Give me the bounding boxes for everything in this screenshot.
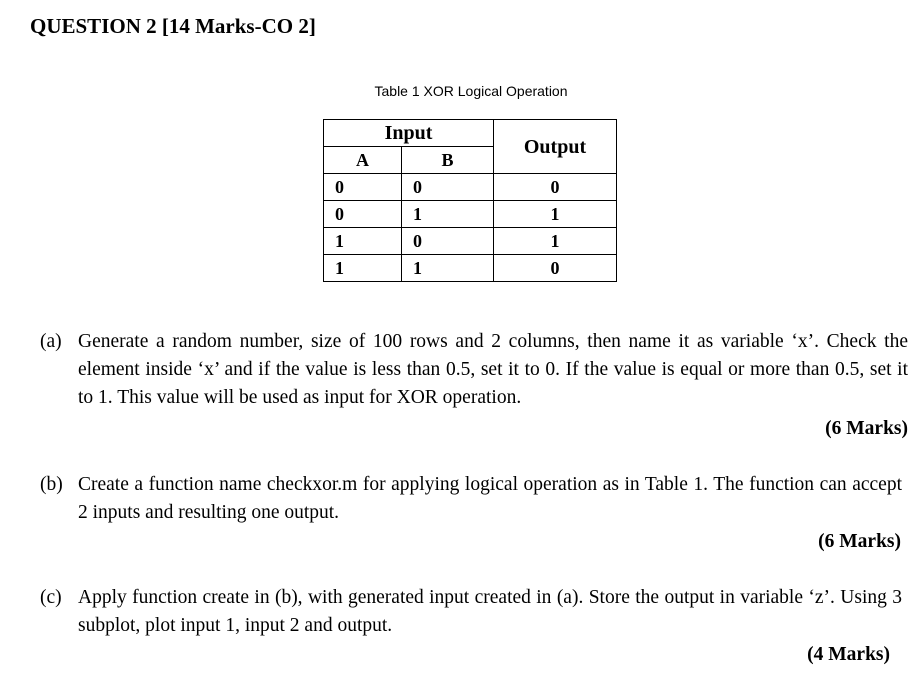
header-b: B: [402, 147, 494, 174]
part-b: [40, 471, 902, 527]
cell-output: 1: [494, 201, 617, 228]
cell-output: 0: [494, 255, 617, 282]
part-a-text: Generate a random number, size of 100 rows and 2 columns, then name it as variable ‘x’. Check the element inside ‘x’ and if the value is less than 0.5, set it to 0. If the value is equal or more than 0.5, set it to 1. This value will be used as input for XOR operation.: [78, 331, 908, 408]
header-output: Output: [494, 120, 617, 174]
cell-output: 0: [494, 174, 617, 201]
cell-output: 1: [494, 228, 617, 255]
part-a-label: (a): [40, 331, 62, 352]
part-c: [40, 584, 902, 640]
question-heading: QUESTION 2 [14 Marks-CO 2]: [30, 14, 316, 38]
part-b-label: (b): [40, 474, 63, 495]
table-caption: Table 1 XOR Logical Operation: [374, 83, 568, 99]
part-c-marks: (4 Marks): [807, 644, 890, 665]
cell-b: 0: [402, 228, 494, 255]
part-a: [40, 328, 908, 412]
part-c-text: Apply function create in (b), with generated input created in (a). Store the output in variable ‘z’. Using 3 subplot, plot input 1, input 2 and output.: [78, 587, 902, 636]
cell-a: 1: [324, 228, 402, 255]
part-b-marks: (6 Marks): [818, 531, 901, 552]
header-input: Input: [324, 120, 494, 147]
cell-b: 1: [402, 201, 494, 228]
cell-b: 1: [402, 255, 494, 282]
table-row: [324, 228, 617, 255]
table-row: [324, 174, 617, 201]
header-a: A: [324, 147, 402, 174]
part-a-marks: (6 Marks): [825, 418, 908, 439]
cell-a: 1: [324, 255, 402, 282]
part-b-text: Create a function name checkxor.m for applying logical operation as in Table 1. The function can accept 2 inputs and resulting one output.: [78, 474, 902, 523]
table-row: [324, 255, 617, 282]
part-c-label: (c): [40, 587, 62, 608]
xor-truth-table: [323, 119, 617, 282]
cell-a: 0: [324, 201, 402, 228]
cell-a: 0: [324, 174, 402, 201]
cell-b: 0: [402, 174, 494, 201]
table-row: [324, 201, 617, 228]
table-header-row: [324, 120, 617, 147]
